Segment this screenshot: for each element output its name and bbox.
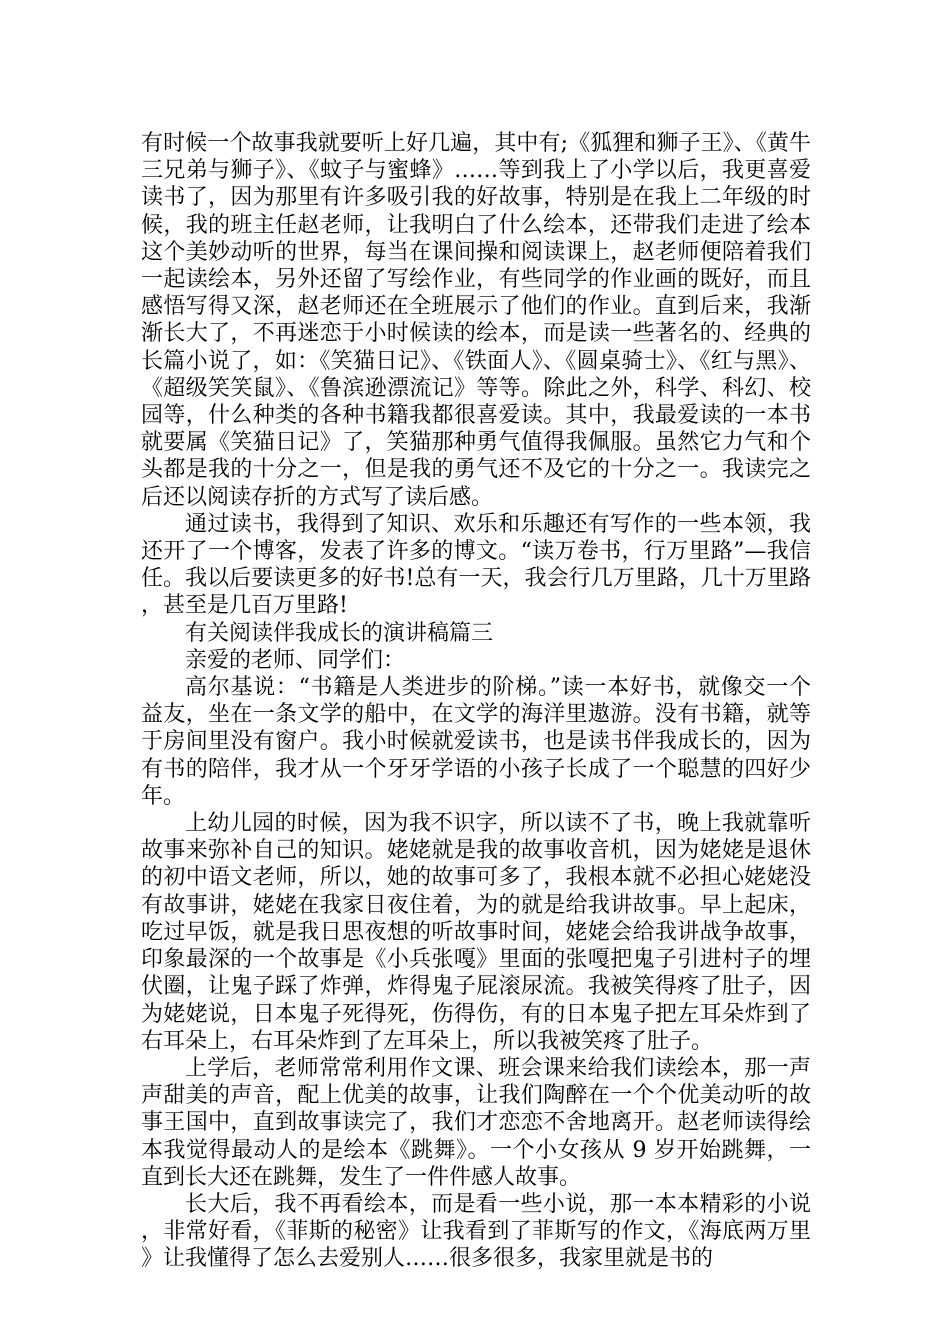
paragraph: 高尔基说：“书籍是人类进步的阶梯。”读一本好书，就像交一个益友，坐在一条文学的船中，在文学的海洋里遨游。没有书籍，就等于房间里没有窗户。我小时候就爱读书，也是读书伴我成长的，因为有书的陪伴，我才从一个牙牙学语的小孩子长成了一个聪慧的四好少年。 [141,675,811,809]
paragraph: 上幼儿园的时候，因为我不识字，所以读不了书，晚上我就靠听故事来弥补自己的知识。姥姥就是我的故事收音机，因为姥姥是退休的初中语文老师，所以，她的故事可多了，我根本就不必担心姥姥没有故事讲，姥姥在我家日夜住着，为的就是给我讲故事。早上起床，吃过早饭，就是我日思夜想的听故事时间，姥姥会给我讲战争故事，印象最深的一个故事是《小兵张嘎》里面的张嘎把鬼子引进村子的埋伏圈，让鬼子踩了炸弹，炸得鬼子屁滚尿流。我被笑得疼了肚子，因为姥姥说，日本鬼子死得死，伤得伤，有的日本鬼子把左耳朵炸到了右耳朵上，右耳朵炸到了左耳朵上，所以我被笑疼了肚子。 [141,811,811,1054]
paragraph: 通过读书，我得到了知识、欢乐和乐趣还有写作的一些本领，我还开了一个博客，发表了许多的博文。“读万卷书，行万里路”—我信任。我以后要读更多的好书!总有一天，我会行几万里路，几十万里路，甚至是几百万里路! [141,511,811,619]
document-body [141,130,811,1273]
section-title: 有关阅读伴我成长的演讲稿篇三 [185,620,494,646]
paragraph: 长大后，我不再看绘本，而是看一些小说，那一本本精彩的小说，非常好看，《菲斯的秘密》让我看到了菲斯写的作文，《海底两万里》让我懂得了怎么去爱别人……很多很多，我家里就是书的 [141,1191,811,1272]
paragraph: 有时候一个故事我就要听上好几遍，其中有;《狐狸和狮子王》、《黄牛三兄弟与狮子》、《蚊子与蜜蜂》……等到我上了小学以后，我更喜爱读书了，因为那里有许多吸引我的好故事，特别是在我上二年级的时候，我的班主任赵老师，让我明白了什么绘本，还带我们走进了绘本这个美妙动听的世界，每当在课间操和阅读课上，赵老师便陪着我们一起读绘本，另外还留了写绘作业，有些同学的作业画的既好，而且感悟写得又深，赵老师还在全班展示了他们的作业。直到后来，我渐渐长大了，不再迷恋于小时候读的绘本，而是读一些著名的、经典的长篇小说了，如：《笑猫日记》、《铁面人》、《圆桌骑士》、《红与黑》、《超级笑笑鼠》、《鲁滨逊漂流记》等等。除此之外，科学、科幻、校园等，什么种类的各种书籍我都很喜爱读。其中，我最爱读的一本书就要属《笑猫日记》了，笑猫那种勇气值得我佩服。虽然它力气和个头都是我的十分之一，但是我的勇气还不及它的十分之一。我读完之后还以阅读存折的方式写了读后感。 [141,131,811,510]
salutation: 亲爱的老师、同学们： [185,647,406,673]
paragraph: 上学后，老师常常利用作文课、班会课来给我们读绘本，那一声声甜美的声音，配上优美的故事，让我们陶醉在一个个优美动听的故事王国中，直到故事读完了，我们才恋恋不舍地离开。赵老师读得绘本我觉得最动人的是绘本《跳舞》。一个小女孩从 9 岁开始跳舞，一直到长大还在跳舞，发生了一件件感人故事。 [141,1055,811,1190]
